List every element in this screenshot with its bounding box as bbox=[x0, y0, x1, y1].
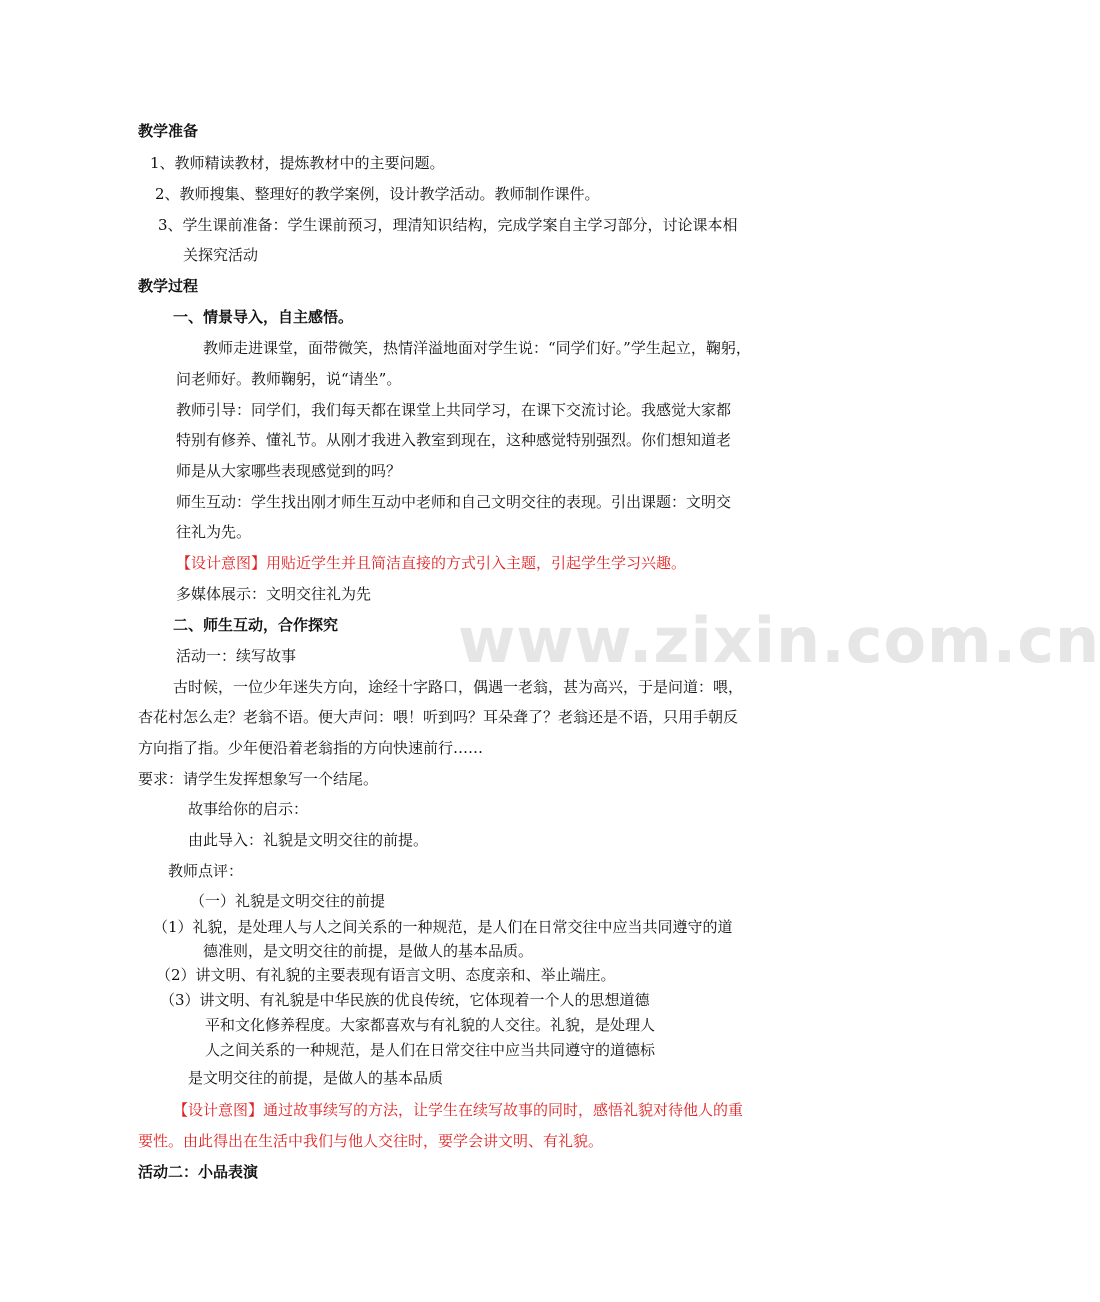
design-intent-2-line-1 bbox=[173, 1100, 743, 1120]
story-line-3: 方向指了指。少年便沿着老翁指的方向快速前行…… bbox=[138, 739, 484, 757]
prep-item-3-line-2: 关探究活动 bbox=[183, 246, 259, 264]
section-heading-process: 教学过程 bbox=[138, 277, 199, 295]
point-1-line-1: （1）礼貌，是处理人与人之间关系的一种规范，是人们在日常交往中应当共同遵守的道 bbox=[153, 918, 733, 936]
requirement: 要求：请学生发挥想象写一个结尾。 bbox=[138, 770, 379, 788]
prep-item-3-line-1: 3、学生课前准备：学生课前预习，理清知识结构，完成学案自主学习部分，讨论课本相 bbox=[158, 216, 738, 234]
paragraph-3-line-2: 往礼为先。 bbox=[176, 523, 252, 541]
point-3-line-3: 人之间关系的一种规范，是人们在日常交往中应当共同遵守的道德标 bbox=[205, 1041, 656, 1059]
design-intent-text: 通过故事续写的方法，让学生在续写故事的同时，感悟礼貌对待他人的重 bbox=[263, 1101, 744, 1119]
section-2-title: 二、师生互动，合作探究 bbox=[173, 616, 339, 634]
media-display: 多媒体展示：文明交往礼为先 bbox=[176, 585, 372, 603]
point-3-line-4: 是文明交往的前提，是做人的基本品质 bbox=[188, 1069, 444, 1087]
story-insight: 故事给你的启示： bbox=[188, 800, 309, 818]
section-heading-prep: 教学准备 bbox=[138, 122, 199, 140]
design-intent-2-line-2: 要性。由此得出在生活中我们与他人交往时，要学会讲文明、有礼貌。 bbox=[138, 1132, 604, 1150]
prep-item-2: 2、教师搜集、整理好的教学案例，设计教学活动。教师制作课件。 bbox=[155, 185, 600, 203]
paragraph-2-line-2: 特别有修养、懂礼节。从刚才我进入教室到现在，这种感觉特别强烈。你们想知道老 bbox=[176, 431, 732, 449]
design-intent-text: 用贴近学生并且简洁直接的方式引入主题，引起学生学习兴趣。 bbox=[266, 554, 687, 572]
design-intent-tag: 【设计意图】 bbox=[173, 1101, 264, 1119]
point-2: （2）讲文明、有礼貌的主要表现有语言文明、态度亲和、举止端庄。 bbox=[156, 966, 616, 984]
subheading-1: （一）礼貌是文明交往的前提 bbox=[190, 892, 386, 910]
point-3-line-1: （3）讲文明、有礼貌是中华民族的优良传统，它体现着一个人的思想道德 bbox=[160, 991, 650, 1009]
story-line-1: 古时候，一位少年迷失方向，途经十字路口，偶遇一老翁，甚为高兴，于是问道：喂， bbox=[173, 678, 744, 696]
lead-in: 由此导入：礼貌是文明交往的前提。 bbox=[188, 831, 429, 849]
paragraph-1-line-2: 问老师好。教师鞠躬，说“请坐”。 bbox=[176, 370, 402, 388]
story-line-2: 杏花村怎么走？老翁不语。便大声问：喂！听到吗？耳朵聋了？老翁还是不语，只用手朝反 bbox=[138, 708, 739, 726]
activity-1-title: 活动一：续写故事 bbox=[176, 647, 297, 665]
paragraph-3-line-1: 师生互动：学生找出刚才师生互动中老师和自己文明交往的表现。引出课题：文明交 bbox=[176, 493, 732, 511]
paragraph-2-line-3: 师是从大家哪些表现感觉到的吗？ bbox=[176, 462, 402, 480]
paragraph-1-line-1: 教师走进课堂，面带微笑，热情洋溢地面对学生说：“同学们好。”学生起立，鞠躬， bbox=[203, 339, 751, 357]
point-3-line-2: 平和文化修养程度。大家都喜欢与有礼貌的人交往。礼貌，是处理人 bbox=[205, 1016, 656, 1034]
point-1-line-2: 德准则，是文明交往的前提，是做人的基本品质。 bbox=[203, 942, 534, 960]
paragraph-2-line-1: 教师引导：同学们，我们每天都在课堂上共同学习，在课下交流讨论。我感觉大家都 bbox=[176, 401, 732, 419]
design-intent-tag: 【设计意图】 bbox=[176, 554, 267, 572]
section-1-title: 一、情景导入，自主感悟。 bbox=[173, 308, 354, 326]
design-intent-1 bbox=[176, 553, 686, 573]
activity-2-title: 活动二：小品表演 bbox=[138, 1163, 259, 1181]
teacher-comment: 教师点评： bbox=[168, 862, 244, 880]
watermark-text: www.zixin.com.cn bbox=[458, 604, 1100, 677]
prep-item-1: 1、教师精读教材，提炼教材中的主要问题。 bbox=[150, 154, 445, 172]
